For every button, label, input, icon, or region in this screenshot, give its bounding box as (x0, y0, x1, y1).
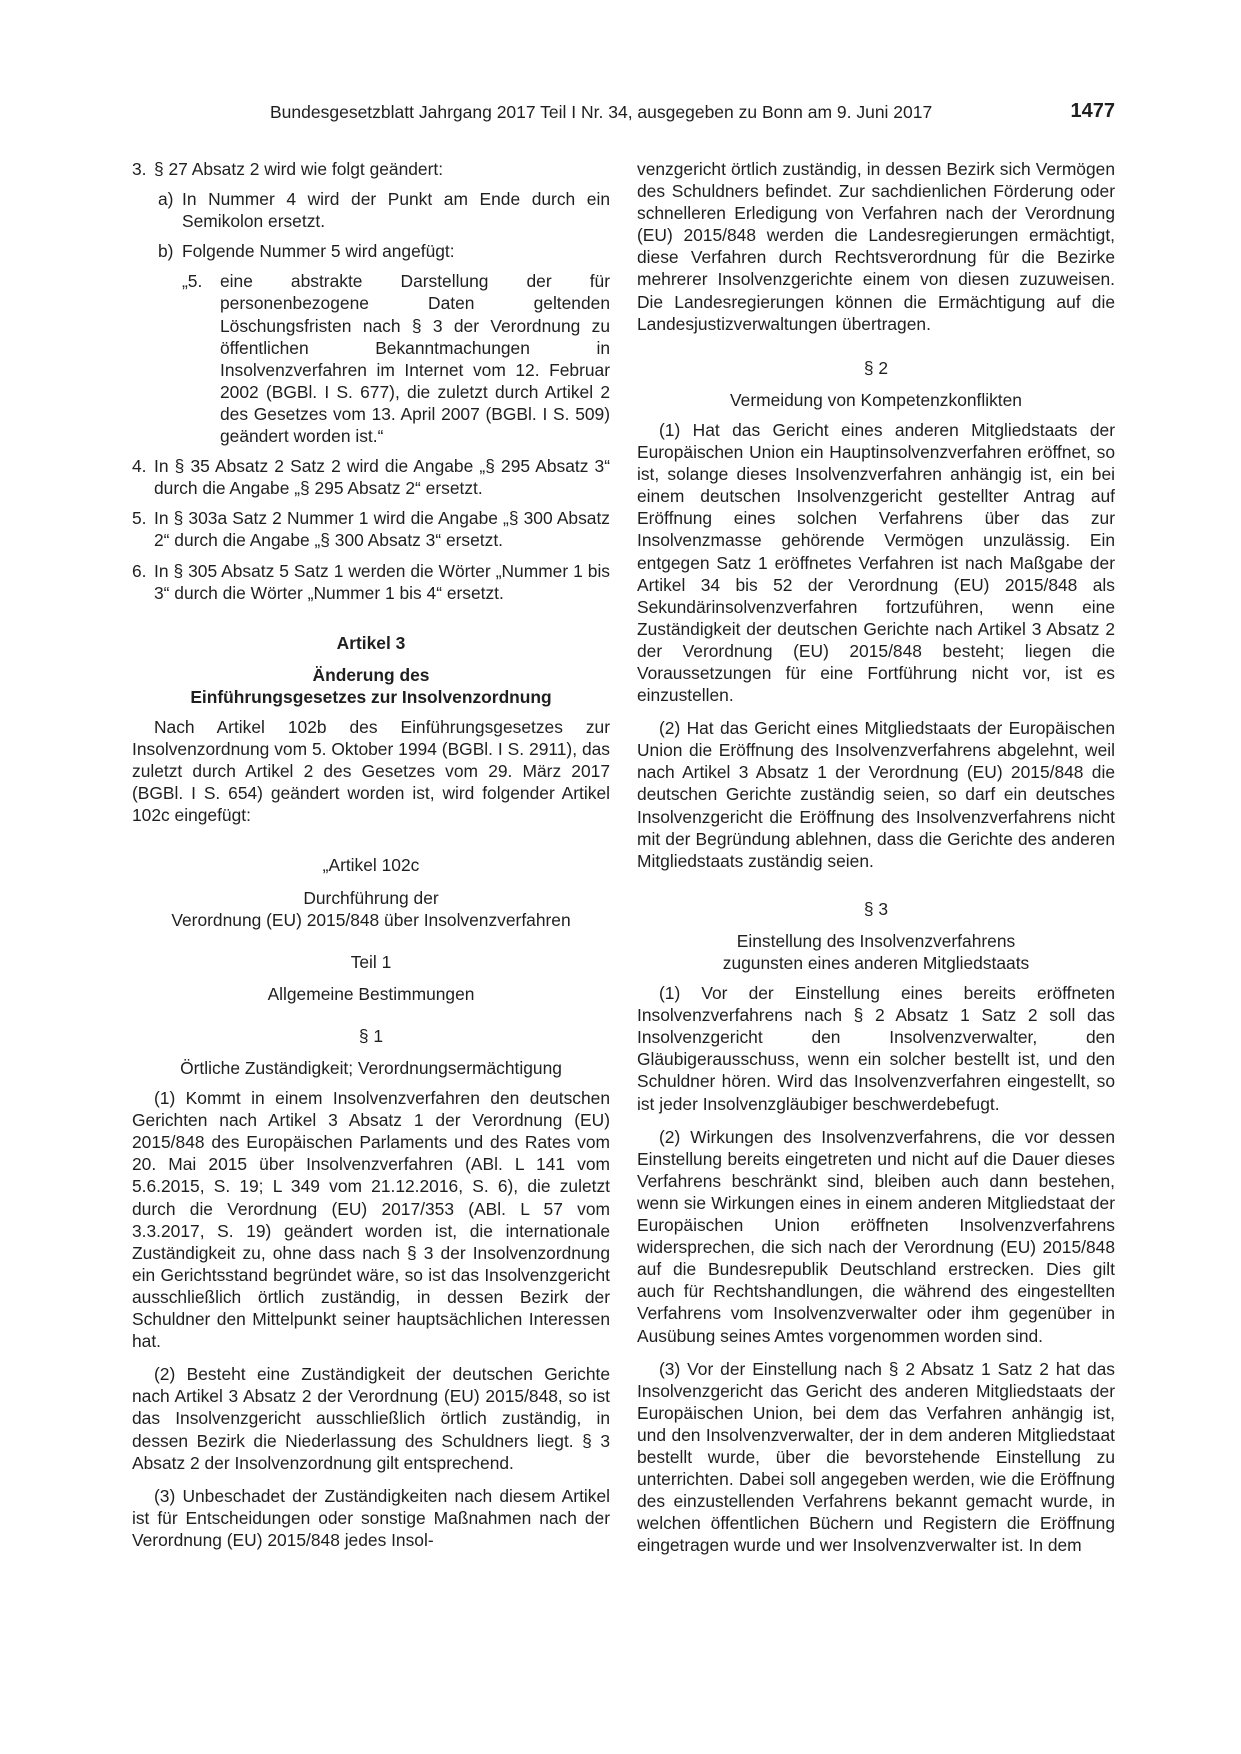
item-text: In § 35 Absatz 2 Satz 2 wird die Angabe „§ 295 Absatz 3“ durch die Angabe „§ 295 Absatz 2“ ersetzt. (154, 456, 610, 499)
section-1-paragraph-2: (2) Besteht eine Zuständigkeit der deutschen Gerichte nach Artikel 3 Absatz 2 der Verordnung (EU) 2015/848, so ist das Insolvenzgericht ausschließlich örtlich zuständig, in dessen Bezirk die Niederlassung des Schuldners liegt. § 3 Absatz 2 der Insolvenzordnung gilt entsprechend. (132, 1364, 610, 1473)
article-3-title-line-1: Änderung des (312, 664, 430, 685)
item-number: 5. (132, 508, 147, 529)
subitem-text: Folgende Nummer 5 wird angefügt: (182, 241, 455, 262)
section-1-paragraph-3: (3) Unbeschadet der Zuständigkeiten nach diesem Artikel ist für Entscheidungen oder sonstige Maßnahmen nach der Verordnung (EU) 2015/848 jedes Insol- (132, 1485, 610, 1550)
running-title: Bundesgesetzblatt Jahrgang 2017 Teil I Nr. 34, ausgegeben zu Bonn am 9. Juni 2017 (270, 102, 933, 122)
teil-1-heading: Teil 1 (350, 951, 392, 972)
section-1-title: Örtliche Zuständigkeit; Verordnungsermächtigung (180, 1058, 562, 1078)
item-text: In § 305 Absatz 5 Satz 1 werden die Wörter „Nummer 1 bis 3“ durch die Wörter „Nummer 1 bis 4“ ersetzt. (154, 560, 610, 603)
section-1-paragraph-3-continued: venzgericht örtlich zuständig, in dessen Bezirk sich Vermögen des Schuldners befindet. Zur sachdienlichen Förderung oder schnelleren Erledigung von Verfahren nach der Verordnung (EU) 2015/848 werden die Landesregierungen ermächtigt, diese Verfahren durch Rechtsverordnung für die Bezirke mehrerer Insolvenzgerichte einem von diesen zuzuweisen. Die Landesregierungen können die Ermächtigung auf die Landesjustizverwaltungen übertragen. (637, 159, 1115, 334)
item-text: In § 303a Satz 2 Nummer 1 wird die Angabe „§ 300 Absatz 2“ durch die Angabe „§ 300 Absatz 3“ ersetzt. (154, 508, 610, 551)
amendment-subitem-b (132, 240, 610, 262)
subitem-text: In Nummer 4 wird der Punkt am Ende durch ein Semikolon ersetzt. (182, 189, 610, 232)
right-column (637, 158, 1115, 1556)
section-2-heading: § 2 (863, 357, 889, 378)
amendment-item-5 (132, 507, 610, 551)
page-header (270, 100, 1115, 130)
left-column (132, 158, 610, 1551)
section-2-title: Vermeidung von Kompetenzkonflikten (730, 389, 1022, 410)
section-3-title-line-2: zugunsten eines anderen Mitgliedstaats (722, 953, 1030, 973)
amendment-item-3 (132, 158, 610, 180)
article-3-heading: Artikel 3 (336, 632, 406, 653)
subitem-label: b) (158, 241, 174, 262)
section-2-paragraph-2: (2) Hat das Gericht eines Mitgliedstaats der Europäischen Union die Eröffnung des Insolvenzverfahrens abgelehnt, weil nach Artikel 3 Absatz 1 der Verordnung (EU) 2015/848 die deutschen Gerichte zuständig seien, so darf ein deutsches Insolvenzgericht die Eröffnung des Insolvenzverfahrens nicht mit der Begründung ablehnen, dass die Gerichte des anderen Mitgliedstaats zuständig seien. (637, 718, 1115, 871)
item-number: 6. (132, 560, 147, 581)
quote-text: eine abstrakte Darstellung der für personenbezogene Daten geltenden Löschungsfristen nach § 3 der Verordnung zu öffentlichen Bekanntmachungen in Insolvenzverfahren im Internet vom 12. Februar 2002 (BGBl. I S. 677), die zuletzt durch Artikel 2 des Gesetzes vom 13. April 2007 (BGBl. I S. 509) geändert worden ist.“ (220, 271, 610, 447)
item-number: 3. (132, 159, 147, 179)
section-1-heading: § 1 (358, 1025, 384, 1046)
section-3-heading: § 3 (863, 898, 889, 919)
teil-1-title: Allgemeine Bestimmungen (267, 983, 475, 1004)
item-text: § 27 Absatz 2 wird wie folgt geändert: (154, 159, 444, 179)
subitem-label: a) (158, 189, 174, 210)
section-3-title-line-1: Einstellung des Insolvenzverfahrens (736, 930, 1016, 951)
section-3-paragraph-2: (2) Wirkungen des Insolvenzverfahrens, die vor dessen Einstellung bereits eingetreten und nicht auf die Dauer dieses Verfahrens beschränkt sind, bleiben auch dann bestehen, wenn sie Wirkungen eines in einem anderen Mitgliedstaat der Europäischen Union eröffneten Insolvenzverfahrens widersprechen, die sich nach der Verordnung (EU) 2015/848 auf die Bundesrepublik Deutschland erstrecken. Dies gilt auch für Rechtshandlungen, die während des eingestellten Verfahrens vom Insolvenzverwalter oder ihm gegenüber in Ausübung seines Amtes vorgenommen worden sind. (637, 1126, 1115, 1346)
page-number: 1477 (1070, 100, 1115, 122)
section-3-paragraph-3: (3) Vor der Einstellung nach § 2 Absatz 1 Satz 2 hat das Insolvenzgericht das Gericht des anderen Mitgliedstaats der Europäischen Union, bei dem das Verfahren anhängig ist, und den Insolvenzverwalter, der in dem anderen Mitgliedstaat bestellt wurde, über die bevorstehende Einstellung zu unterrichten. Dabei soll angegeben werden, wie die Eröffnung des einzustellenden Verfahrens bekannt gemacht wurde, in welchen öffentlichen Büchern und Registern die Eröffnung eingetragen wurde und wer Insolvenzverwalter ist. In dem (637, 1358, 1115, 1556)
article-102c-title-line-2: Verordnung (EU) 2015/848 über Insolvenzverfahren (171, 909, 571, 930)
amendment-subitem-a (132, 188, 610, 232)
article-102c-heading: „Artikel 102c (322, 855, 420, 876)
article-102c-title-line-1: Durchführung der (303, 887, 439, 908)
section-2-paragraph-1: (1) Hat das Gericht eines anderen Mitgliedstaats der Europäischen Union ein Hauptinsolvenzverfahren eröffnet, so ist, solange dieses Insolvenzverfahren anhängig ist, ein bei einem deutschen Insolvenzgericht gestellter Antrag auf Eröffnung eines solchen Verfahrens über das zur Insolvenzmasse gehörende Vermögen unzulässig. Ein entgegen Satz 1 eröffnetes Verfahren ist nach Maßgabe der Artikel 34 bis 52 der Verordnung (EU) 2015/848 als Sekundärinsolvenzverfahren fortzuführen, wenn eine Zuständigkeit der deutschen Gerichte nach Artikel 3 Absatz 2 der Verordnung (EU) 2015/848 besteht; liegen die Voraussetzungen für eine Fortführung nicht vor, ist es einzustellen. (637, 419, 1115, 706)
section-3-paragraph-1: (1) Vor der Einstellung eines bereits eröffneten Insolvenzverfahrens nach § 2 Absatz 1 Satz 2 soll das Insolvenzgericht den Insolvenzverwalter, den Gläubigerausschuss, wenn ein solcher bestellt ist, und den Schuldner hören. Wird das Insolvenzverfahren eingestellt, so ist jeder Insolvenzgläubiger beschwerdebefugt. (637, 983, 1115, 1114)
amendment-item-4 (132, 455, 610, 499)
article-3-intro: Nach Artikel 102b des Einführungsgesetzes zur Insolvenzordnung vom 5. Oktober 1994 (BGBl. I S. 2911), das zuletzt durch Artikel 2 des Gesetzes vom 29. März 2017 (BGBl. I S. 654) geändert worden ist, wird folgender Artikel 102c eingefügt: (132, 716, 610, 826)
quote-label: „5. (182, 271, 203, 292)
section-1-paragraph-1: (1) Kommt in einem Insolvenzverfahren den deutschen Gerichten nach Artikel 3 Absatz 1 der Verordnung (EU) 2015/848 des Europäischen Parlaments und des Rates vom 20. Mai 2015 über Insolvenzverfahren (ABl. L 141 vom 5.6.2015, S. 19; L 349 vom 21.12.2016, S. 6), die zuletzt durch die Verordnung (EU) 2017/353 (ABl. L 57 vom 3.3.2017, S. 19) geändert worden ist, die internationale Zuständigkeit zu, ohne dass nach § 3 der Insolvenzordnung ein Gerichtsstand begründet wäre, so ist das Insolvenzgericht ausschließlich örtlich zuständig, in dessen Bezirk der Schuldner den Mittelpunkt seiner hauptsächlichen Interessen hat. (132, 1088, 610, 1352)
inserted-number-5 (132, 270, 610, 447)
article-3-title-line-2: Einführungsgesetzes zur Insolvenzordnung (190, 686, 552, 707)
amendment-item-6 (132, 560, 610, 604)
item-number: 4. (132, 456, 147, 477)
